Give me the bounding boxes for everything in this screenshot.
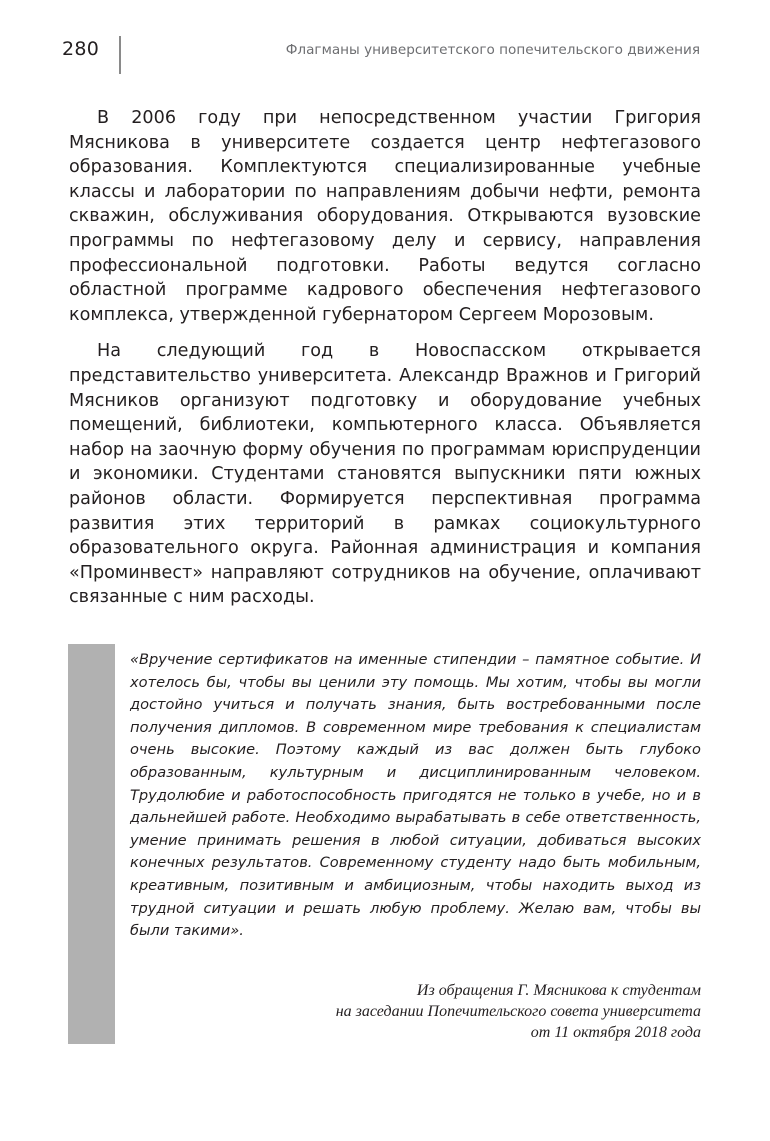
attribution-line: на заседании Попечительского совета университета (335, 1003, 701, 1020)
page-number: 280 (62, 38, 100, 60)
paragraph: На следующий год в Новоспасском открывается представительство университета. Александр Вражнов и Григорий Мясников организуют подготовку и оборудование учебных помещений, библиотеки, компьютерного класса. Объявляется набор на заочную форму обучения по программам юриспруденции и экономики. Студентами становятся выпускники пяти южных районов области. Формируется перспективная программа развития этих территорий в рамках социокультурного образовательного округа. Районная администрация и компания «Проминвест» направляют сотрудников на обучение, оплачивают связанные с ним расходы. (69, 341, 701, 608)
body-text (69, 106, 701, 622)
attribution-line: Из обращения Г. Мясникова к студентам (416, 982, 701, 999)
quote-side-bar (68, 644, 115, 1044)
page-header (0, 0, 770, 80)
paragraph: В 2006 году при непосредственном участии Григория Мясникова в университете создается центр нефтегазового образования. Комплектуются специализированные учебные классы и лаборатории по направлениям добычи нефти, ремонта скважин, обслуживания оборудования. Открываются вузовские программы по нефтегазовому делу и сервису, направления профессиональной подготовки. Работы ведутся согласно областной программе кадрового обеспечения нефтегазового комплекса, утвержденной губернатором Сергеем Морозовым. (69, 108, 701, 325)
quote-text: «Вручение сертификатов на именные стипендии – памятное событие. И хотелось бы, чтобы вы ценили эту помощь. Мы хотим, чтобы вы могли достойно учиться и получать знания, быть востребованными после получения дипломов. В современном мире требования к специалистам очень высокие. Поэтому каждый из вас должен быть глубоко образованным, культурным и дисциплинированным человеком. Трудолюбие и работоспособность пригодятся не только в учебе, но и в дальнейшей работе. Необходимо вырабатывать в себе ответственность, умение принимать решения в любой ситуации, добиваться высоких конечных результатов. Современному студенту надо быть мобильным, креативным, позитивным и амбициозным, чтобы находить выход из трудной ситуации и решать любую проблему. Желаю вам, чтобы вы были такими». (130, 651, 701, 940)
running-title: Флагманы университетского попечительского движения (285, 42, 700, 58)
header-divider (119, 36, 121, 74)
attribution-line: от 11 октября 2018 года (530, 1024, 701, 1041)
quote-attribution (260, 980, 701, 1043)
